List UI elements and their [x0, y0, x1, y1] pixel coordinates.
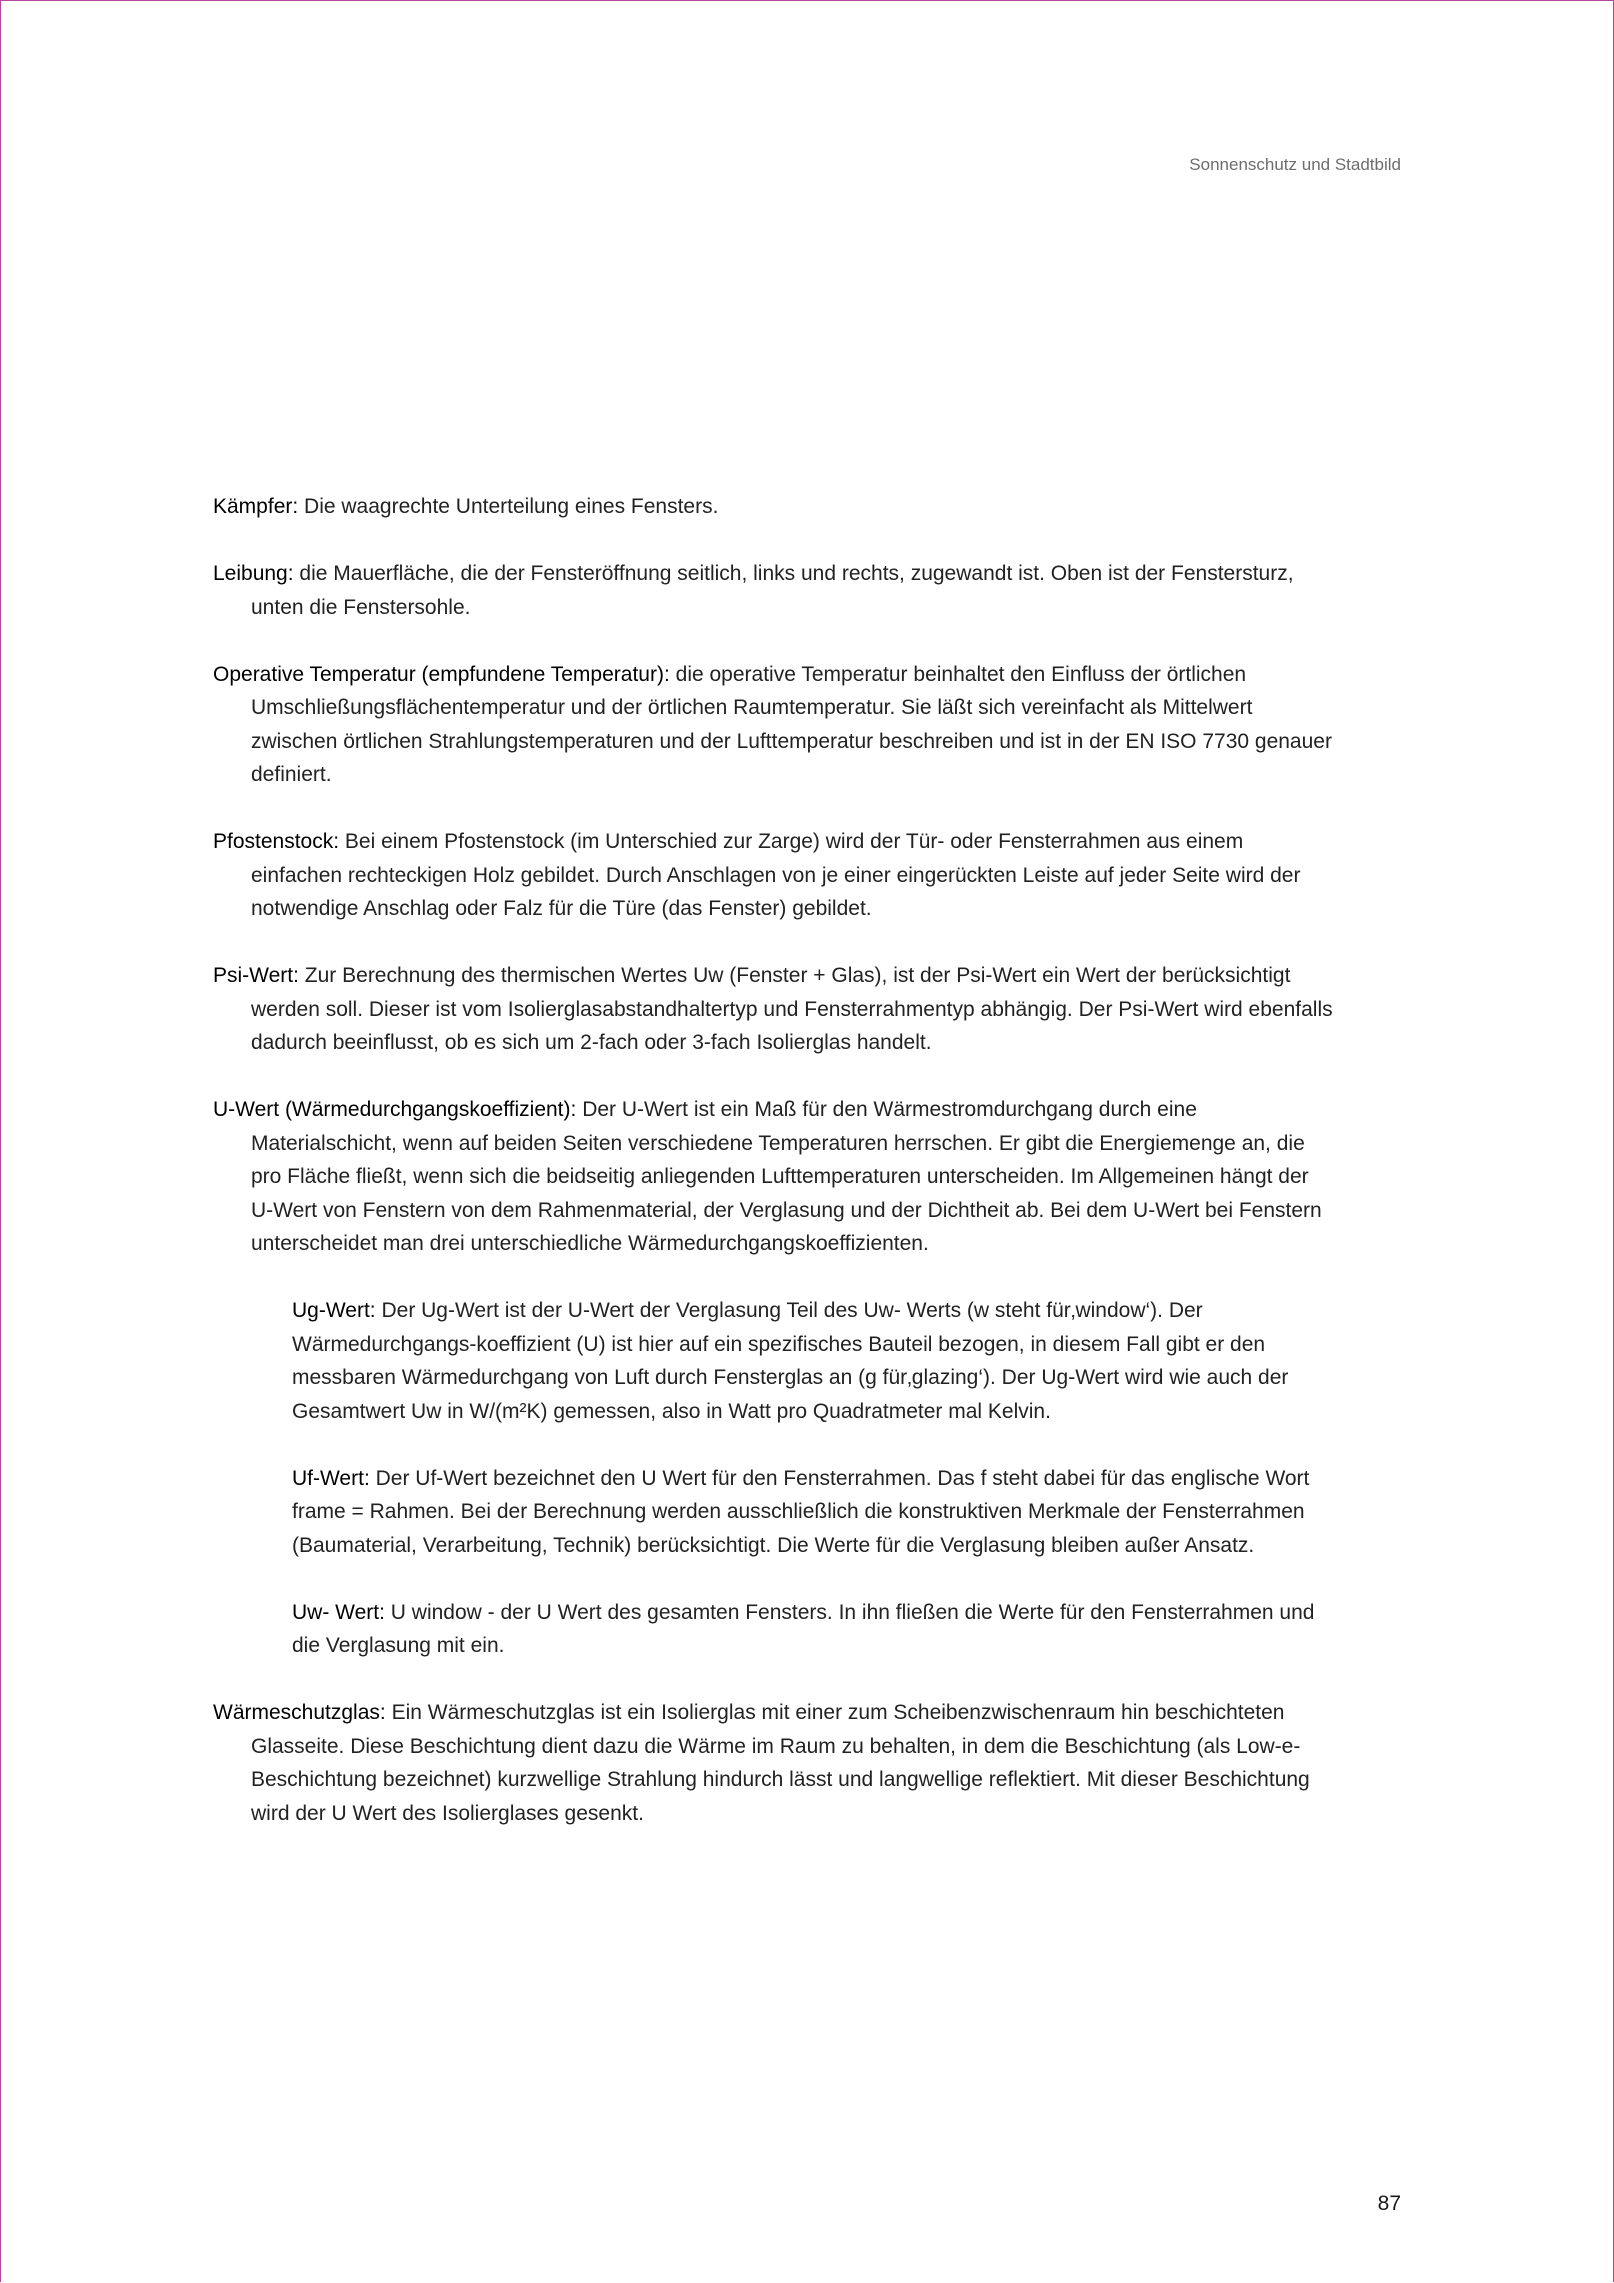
glossary-term: Wärmeschutzglas: — [213, 1701, 386, 1724]
glossary-term: Pfostenstock: — [213, 830, 340, 853]
page-number: 87 — [1377, 2192, 1401, 2215]
glossary-entry-psi-wert — [213, 959, 1333, 1060]
glossary-definition: Bei einem Pfostenstock (im Unterschied zur Zarge) wird der Tür- oder Fensterrahmen aus einem einfachen rechteckigen Holz gebildet. Durch Anschlagen von je einer eingerückten Leiste auf jeder Seite wird der notwendige Anschlag oder Falz für die Türe (das Fenster) gebildet. — [251, 830, 1301, 920]
glossary-entry-pfostenstock — [213, 825, 1333, 926]
glossary-definition: die operative Temperatur beinhaltet den Einfluss der örtlichen Umschließungsflächentemperatur und der örtlichen Raumtemperatur. Sie läßt sich vereinfacht als Mittelwert zwischen örtlichen Strahlungstemperaturen und der Lufttemperatur beschreiben und ist in der EN ISO 7730 genauer definiert. — [251, 662, 1332, 786]
glossary-entry-leibung — [213, 557, 1333, 624]
glossary — [213, 490, 1333, 1864]
glossary-definition: Ein Wärmeschutzglas ist ein Isolierglas mit einer zum Scheibenzwischenraum hin beschichteten Glasseite. Diese Beschichtung dient dazu die Wärme im Raum zu behalten, in dem die Beschichtung (als Low-e-Beschichtung bezeichnet) kurzwellige Strahlung hindurch lässt und langwellige reflektiert. Mit dieser Beschichtung wird der U Wert des Isolierglases gesenkt. — [251, 1701, 1310, 1825]
glossary-term: Operative Temperatur (empfundene Temperatur): — [213, 662, 670, 686]
glossary-entry-uf-wert — [292, 1462, 1333, 1563]
glossary-definition: Der Ug-Wert ist der U-Wert der Verglasung Teil des Uw- Werts (w steht für‚window‘). Der Wärmedurchgangs-koeffizient (U) ist hier auf ein spezifisches Bauteil bezogen, in diesem Fall gibt er den messbaren Wärmedurchgang von Luft durch Fensterglas an (g für‚glazing‘). Der Ug-Wert wird wie auch der Gesamtwert Uw in W/(m²K) gemessen, also in Watt pro Quadratmeter mal Kelvin. — [292, 1299, 1289, 1423]
glossary-term: Kämpfer: — [213, 495, 299, 518]
glossary-term: Uw- Wert: — [292, 1600, 385, 1624]
glossary-term: Psi-Wert: — [213, 964, 299, 987]
running-header: Sonnenschutz und Stadtbild — [1189, 155, 1401, 174]
glossary-term: U-Wert (Wärmedurchgangskoeffizient): — [213, 1098, 577, 1121]
glossary-definition: Die waagrechte Unterteilung eines Fensters. — [304, 495, 719, 518]
glossary-entry-u-wert — [213, 1093, 1333, 1261]
glossary-definition: die Mauerfläche, die der Fensteröffnung seitlich, links und rechts, zugewandt ist. Oben ist der Fenstersturz, unten die Fenstersohle. — [251, 562, 1294, 619]
glossary-entry-kaempfer — [213, 490, 1333, 524]
glossary-term: Ug-Wert: — [292, 1299, 376, 1322]
glossary-entry-ug-wert — [292, 1294, 1333, 1428]
glossary-definition: U window - der U Wert des gesamten Fensters. In ihn fließen die Werte für den Fensterrahmen und die Verglasung mit ein. — [292, 1600, 1315, 1657]
glossary-definition: Der Uf-Wert bezeichnet den U Wert für den Fensterrahmen. Das f steht dabei für das englische Wort frame = Rahmen. Bei der Berechnung werden ausschließlich die konstruktiven Merkmale der Fensterrahmen (Baumaterial, Verarbeitung, Technik) berücksichtigt. Die Werte für die Verglasung bleiben außer Ansatz. — [292, 1466, 1310, 1557]
glossary-term: Uf-Wert: — [292, 1466, 370, 1490]
glossary-entry-waermeschutzglas — [213, 1696, 1333, 1830]
glossary-entry-operative-temperatur — [213, 658, 1333, 792]
glossary-definition: Zur Berechnung des thermischen Wertes Uw (Fenster + Glas), ist der Psi-Wert ein Wert der berücksichtigt werden soll. Dieser ist vom Isolierglasabstandhaltertyp und Fensterrahmentyp abhängig. Der Psi-Wert wird ebenfalls dadurch beeinflusst, ob es sich um 2-fach oder 3-fach Isolierglas handelt. — [251, 964, 1333, 1054]
glossary-term: Leibung: — [213, 562, 294, 585]
glossary-entry-uw-wert — [292, 1596, 1333, 1663]
glossary-definition: Der U-Wert ist ein Maß für den Wärmestromdurchgang durch eine Materialschicht, wenn auf beiden Seiten verschiedene Temperaturen herrschen. Er gibt die Energiemenge an, die pro Fläche fließt, wenn sich die beidseitig anliegenden Lufttemperaturen unterscheiden. Im Allgemeinen hängt der U-Wert von Fenstern von dem Rahmenmaterial, der Verglasung und der Dichtheit ab. Bei dem U-Wert bei Fenstern unterscheidet man drei unterschiedliche Wärmedurchgangskoeffizienten. — [251, 1098, 1322, 1255]
